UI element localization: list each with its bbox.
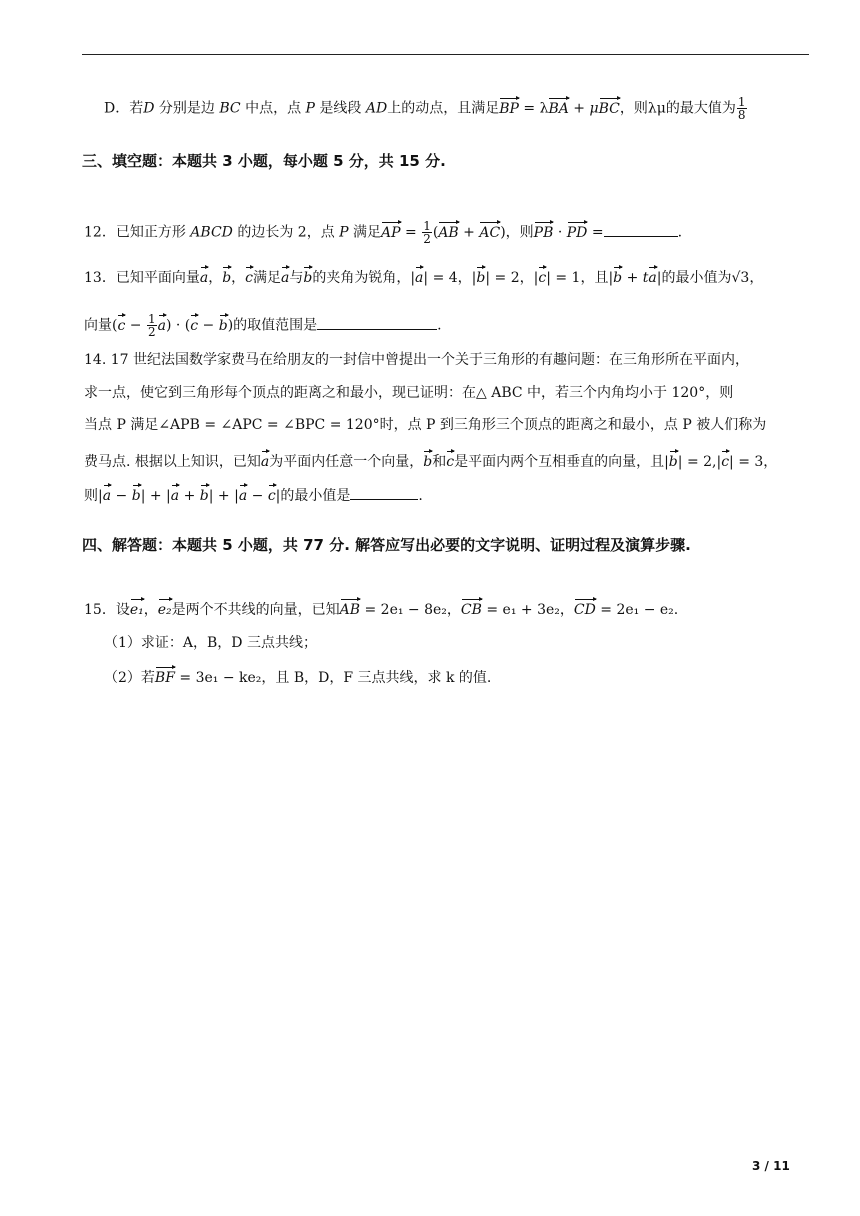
text: 和 xyxy=(432,454,447,470)
vector-e1: e₁ xyxy=(130,598,144,619)
vector-a: a xyxy=(158,314,166,335)
answer-blank[interactable] xyxy=(604,222,678,237)
period: . xyxy=(418,488,423,504)
vector-a: a xyxy=(281,266,289,287)
vector-a: a xyxy=(171,484,179,505)
text: 分别是边 xyxy=(158,100,215,117)
section-3-heading: 三、填空题：本题共 3 小题，每小题 5 分，共 15 分. xyxy=(82,152,446,170)
text: 的最小值为√3， xyxy=(661,270,764,286)
question-14-line-5: 则|a − b| + |a + b| + |a − c|的最小值是 . xyxy=(84,484,423,505)
text: 满足 xyxy=(353,224,382,241)
text: 中点，点 xyxy=(245,100,302,117)
question-13-line-1: 13．已知平面向量a，b，c满足a与b的夹角为锐角，|a| = 4，|b| = 2，|c| = 1，且|b + ta|的最小值为√3， xyxy=(84,266,763,287)
vector-a: a xyxy=(103,484,111,505)
question-15-part-2 xyxy=(104,666,491,687)
vector-ab: AB xyxy=(438,221,458,242)
vector-c: c xyxy=(446,450,454,471)
vector-b: b xyxy=(132,484,141,505)
lambda: λ xyxy=(539,100,549,117)
vector-ab: AB xyxy=(340,598,360,619)
text: = 3e₁ − ke₂，且 B，D，F 三点共线，求 k 的值. xyxy=(179,670,492,686)
text: = 2, xyxy=(686,454,717,470)
text: = 1，且 xyxy=(555,270,609,286)
question-14-line-3: 当点 P 满足∠APB = ∠APC = ∠BPC = 120°时，点 P 到三角形三个顶点的距离之和最小，点 P 被人们称为 xyxy=(84,417,767,433)
vector-pd: PD xyxy=(567,221,588,242)
period: . xyxy=(677,224,683,241)
vector-ap: AP xyxy=(381,221,401,242)
text: = 2， xyxy=(494,270,534,286)
vector-b: b xyxy=(222,266,231,287)
vector-b: b xyxy=(613,266,622,287)
text: 已知正方形 xyxy=(115,224,186,241)
question-number: 13． xyxy=(84,270,116,286)
question-15-part-1: （1）求证：A，B，D 三点共线； xyxy=(104,635,317,651)
question-14-line-2: 求一点，使它到三角形每个顶点的距离之和最小，现已证明：在△ ABC 中，若三个内角均小于 120°，则 xyxy=(84,385,734,401)
vector-cd: CD xyxy=(574,598,596,619)
vector-a: a xyxy=(261,450,269,471)
equation: = 2e₁ − e₂. xyxy=(600,602,679,618)
text: 的取值范围是 xyxy=(233,317,318,334)
text: 与 xyxy=(289,270,304,286)
vector-c: c xyxy=(538,266,546,287)
question-number: 15． xyxy=(84,602,116,618)
text: 为平面内任意一个向量， xyxy=(269,454,424,470)
question-13-line-2: 向量(c − $\frac{1}{2}$ a) · (c − b)的取值范围是 . xyxy=(84,312,442,339)
vector-bc: BC xyxy=(599,97,620,118)
text: = 4， xyxy=(432,270,472,286)
fraction-half: $\frac{1}{2}$ xyxy=(147,312,156,339)
text: 是平面内两个互相垂直的向量，且 xyxy=(454,454,665,470)
math-abcd: ABCD xyxy=(190,224,233,241)
vector-c: c xyxy=(190,314,198,335)
math-d: D xyxy=(143,100,155,117)
vector-b: b xyxy=(303,266,312,287)
vector-b: b xyxy=(669,450,678,471)
question-14-line-4: 费马点. 根据以上知识，已知a为平面内任意一个向量，b和c是平面内两个互相垂直的向量，且|b| = 2,|c| = 3， xyxy=(84,450,777,471)
vector-cb: CB xyxy=(461,598,482,619)
question-number: 12． xyxy=(84,224,116,241)
text: （2）若 xyxy=(104,670,155,686)
math-ad: AD xyxy=(365,100,388,117)
vector-c: c xyxy=(117,314,125,335)
vector-c: c xyxy=(721,450,729,471)
text: 满足 xyxy=(253,270,281,286)
text: 上的动点，且满足 xyxy=(387,100,500,117)
question-12: 12．已知正方形 ABCD 的边长为 2，点 P 满足AP = $\frac{1}{2}$ (AB + AC)，则PB · PD = . xyxy=(84,219,683,246)
text: 的最小值是 xyxy=(280,488,351,504)
vector-e2: e₂ xyxy=(158,598,172,619)
text: 向量 xyxy=(84,317,112,334)
math-p: P xyxy=(305,100,315,117)
fraction-half: $\frac{1}{2}$ xyxy=(423,219,431,246)
vector-c: c xyxy=(268,484,276,505)
vector-a: a xyxy=(200,266,208,287)
header-rule xyxy=(82,54,809,55)
mu: μ xyxy=(589,100,599,117)
vector-bp: BP xyxy=(499,97,519,118)
text: = 3， xyxy=(738,454,778,470)
vector-b: b xyxy=(200,484,209,505)
option-d: D．若D 分别是边 BC 中点，点 P 是线段 AD上的动点，且满足BP = λBA + μBC，则λμ的最大值为 $\frac{1}{8}$ xyxy=(104,95,746,122)
vector-a: a xyxy=(648,266,656,287)
text: 已知平面向量 xyxy=(115,270,200,286)
vector-a: a xyxy=(415,266,423,287)
text: 是两个不共线的向量，已知 xyxy=(171,602,340,618)
option-label: D．若 xyxy=(104,100,144,117)
equation: = e₁ + 3e₂， xyxy=(486,602,574,618)
vector-bf: BF xyxy=(155,666,175,687)
text: 费马点. 根据以上知识，已知 xyxy=(84,454,261,470)
math-bc: BC xyxy=(219,100,241,117)
section-4-heading: 四、解答题：本题共 5 小题，共 77 分. 解答应写出必要的文字说明、证明过程及演算步骤. xyxy=(82,536,691,554)
text: ，则 xyxy=(505,224,534,241)
answer-blank[interactable] xyxy=(317,315,437,330)
vector-b: b xyxy=(423,450,432,471)
text: ，则λμ的最大值为 xyxy=(619,100,736,117)
vector-ba: BA xyxy=(548,97,568,118)
page-number: 3 / 11 xyxy=(752,1159,790,1173)
vector-a: a xyxy=(239,484,247,505)
text: 则 xyxy=(84,488,98,504)
vector-b: b xyxy=(219,314,228,335)
equation: = 2e₁ − 8e₂， xyxy=(364,602,461,618)
vector-ac: AC xyxy=(479,221,500,242)
text: 的边长为 2，点 xyxy=(237,224,335,241)
math-p: P xyxy=(339,224,349,241)
text: 设 xyxy=(115,602,130,618)
text: 的夹角为锐角， xyxy=(312,270,411,286)
fraction-one-eighth: $\frac{1}{8}$ xyxy=(737,95,746,122)
period: . xyxy=(437,317,442,334)
vector-pb: PB xyxy=(534,221,554,242)
vector-b: b xyxy=(476,266,485,287)
answer-blank[interactable] xyxy=(350,485,418,500)
vector-c: c xyxy=(245,266,253,287)
question-14-line-1: 14. 17 世纪法国数学家费马在给朋友的一封信中曾提出一个关于三角形的有趣问题：在三角形所在平面内， xyxy=(84,352,749,368)
text: 是线段 xyxy=(319,100,362,117)
question-15-line-1: 15．设e₁，e₂是两个不共线的向量，已知AB = 2e₁ − 8e₂，CB = e₁ + 3e₂，CD = 2e₁ − e₂. xyxy=(84,598,678,619)
